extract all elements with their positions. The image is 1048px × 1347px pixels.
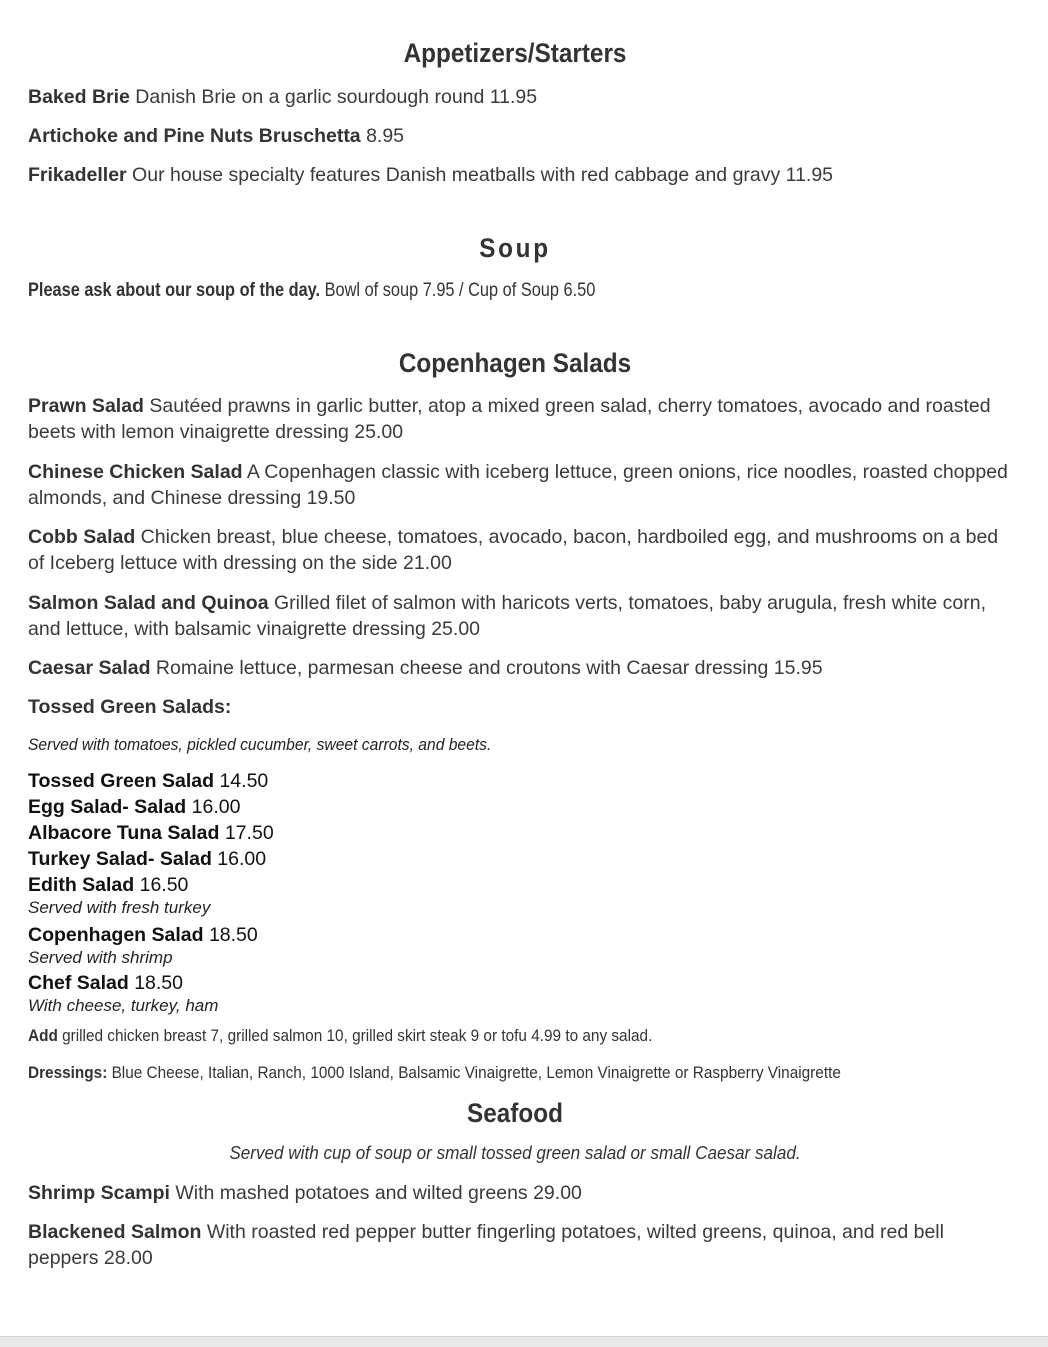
horizontal-scrollbar[interactable] bbox=[0, 1336, 1048, 1347]
item-name: Cobb Salad bbox=[28, 526, 136, 548]
item-name: Blackened Salmon bbox=[28, 1221, 202, 1243]
list-item bbox=[28, 794, 1018, 820]
menu-item bbox=[28, 1219, 1018, 1271]
menu-item bbox=[28, 393, 1018, 445]
add-label: Add bbox=[28, 1027, 58, 1045]
menu-item bbox=[28, 459, 1018, 511]
item-price: 16.50 bbox=[134, 874, 189, 896]
menu-item bbox=[28, 123, 1018, 149]
add-ons bbox=[28, 1026, 949, 1046]
appetizers-heading: Appetizers/Starters bbox=[403, 38, 627, 68]
item-name: Albacore Tuna Salad bbox=[28, 822, 220, 844]
seafood-heading: Seafood bbox=[467, 1098, 563, 1128]
tossed-heading-text: Tossed Green Salads: bbox=[28, 696, 232, 718]
item-desc: With mashed potatoes and wilted greens 29.00 bbox=[169, 1182, 582, 1204]
item-name: Egg Salad- Salad bbox=[28, 796, 187, 818]
menu-item bbox=[28, 162, 1018, 188]
menu-item bbox=[28, 655, 1018, 681]
item-price: 18.50 bbox=[128, 972, 183, 994]
dressings-text: Blue Cheese, Italian, Ranch, 1000 Island, Balsamic Vinaigrette, Lemon Vinaigrette or Raspberry Vinaigrette bbox=[107, 1064, 841, 1082]
menu-item bbox=[28, 590, 1018, 642]
item-desc: With roasted red pepper butter fingerling potatoes, wilted greens, quinoa, and red bell peppers 28.00 bbox=[28, 1221, 944, 1269]
item-name: Edith Salad bbox=[28, 874, 135, 896]
list-item bbox=[28, 872, 1018, 898]
tossed-note: Served with tomatoes, pickled cucumber, sweet carrots, and beets. bbox=[28, 735, 492, 754]
list-item bbox=[28, 922, 1018, 948]
item-name: Copenhagen Salad bbox=[28, 924, 204, 946]
item-price: 17.50 bbox=[219, 822, 274, 844]
list-item bbox=[28, 970, 1018, 996]
item-name: Prawn Salad bbox=[28, 395, 144, 417]
item-name: Tossed Green Salad bbox=[28, 770, 215, 792]
item-name: Salmon Salad and Quinoa bbox=[28, 592, 269, 614]
menu-item bbox=[28, 1180, 1018, 1206]
soup-lead: Please ask about our soup of the day. bbox=[28, 280, 321, 301]
seafood-note: Served with cup of soup or small tossed green salad or small Caesar salad. bbox=[229, 1143, 801, 1163]
item-name: Chef Salad bbox=[28, 972, 129, 994]
item-name: Baked Brie bbox=[28, 86, 130, 108]
item-name: Frikadeller bbox=[28, 164, 127, 186]
item-desc: 8.95 bbox=[360, 125, 405, 147]
list-item bbox=[28, 846, 1018, 872]
soup-line bbox=[28, 280, 879, 302]
add-text: grilled chicken breast 7, grilled salmon 10, grilled skirt steak 9 or tofu 4.99 to any salad. bbox=[57, 1027, 653, 1045]
dressings-label: Dressings: bbox=[28, 1064, 108, 1082]
salads-heading: Copenhagen Salads bbox=[398, 348, 632, 378]
menu-item bbox=[28, 84, 1018, 110]
item-name: Artichoke and Pine Nuts Bruschetta bbox=[28, 125, 361, 147]
item-desc: Our house specialty features Danish meatballs with red cabbage and gravy 11.95 bbox=[126, 164, 834, 186]
item-note: With cheese, turkey, ham bbox=[28, 996, 219, 1015]
item-price: 18.50 bbox=[203, 924, 258, 946]
soup-heading: Soup bbox=[479, 233, 551, 263]
item-desc: Chicken breast, blue cheese, tomatoes, avocado, bacon, hardboiled egg, and mushrooms on a bed of Iceberg lettuce with dressing on the side 21.00 bbox=[28, 526, 999, 574]
item-name: Caesar Salad bbox=[28, 657, 151, 679]
list-item bbox=[28, 768, 1018, 794]
item-desc: Sautéed prawns in garlic butter, atop a mixed green salad, cherry tomatoes, avocado and roasted beets with lemon vinaigrette dressing 25.00 bbox=[28, 395, 991, 443]
item-desc: Danish Brie on a garlic sourdough round 11.95 bbox=[129, 86, 538, 108]
dressings bbox=[28, 1063, 949, 1083]
item-name: Turkey Salad- Salad bbox=[28, 848, 212, 870]
item-price: 14.50 bbox=[214, 770, 269, 792]
item-price: 16.00 bbox=[186, 796, 241, 818]
list-item bbox=[28, 820, 1018, 846]
item-desc: A Copenhagen classic with iceberg lettuce, green onions, rice noodles, roasted chopped almonds, and Chinese dressing 19.50 bbox=[28, 461, 1008, 509]
item-name: Chinese Chicken Salad bbox=[28, 461, 243, 483]
item-note: Served with fresh turkey bbox=[28, 898, 211, 917]
menu-item bbox=[28, 524, 1018, 576]
item-name: Shrimp Scampi bbox=[28, 1182, 170, 1204]
item-desc: Romaine lettuce, parmesan cheese and croutons with Caesar dressing 15.95 bbox=[150, 657, 823, 679]
item-price: 16.00 bbox=[211, 848, 267, 870]
item-desc: Grilled filet of salmon with haricots verts, tomatoes, baby arugula, fresh white corn, and lettuce, with balsamic vinaigrette dressing 25.00 bbox=[28, 592, 987, 640]
item-note: Served with shrimp bbox=[28, 948, 173, 967]
tossed-heading bbox=[28, 694, 1018, 720]
soup-desc: Bowl of soup 7.95 / Cup of Soup 6.50 bbox=[320, 280, 596, 301]
